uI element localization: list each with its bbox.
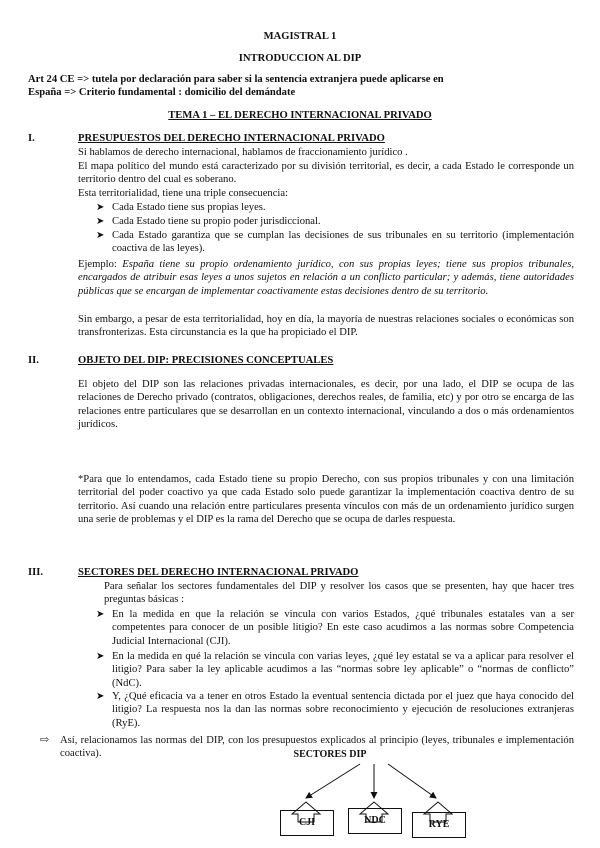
section-3-number: III. <box>28 567 44 578</box>
document-title: MAGISTRAL 1 <box>263 31 337 42</box>
art-line-2: España => Criterio fundamental : domicilio del demándate <box>28 87 296 98</box>
section-2-paragraph-2: *Para que lo entendamos, cada Estado tiene su propio Derecho, con sus propios tribunales y con una limitación territorial del poder coactivo ya que cada Estado solo puede garantizar la implementación coactiva dentro de su territorio. Así cuando una relación entre particulares presenta vínculos con más de un ordenamiento jurídico surgen una serie de problemas y el DIP es la rama del Derecho que se ocupa de darles respuesta. <box>78 474 574 526</box>
list-item: ➤ Cada Estado tiene su propio poder jurisdiccional. <box>96 216 321 227</box>
section-2-number: II. <box>28 355 39 366</box>
diagram-title: SECTORES DIP <box>293 749 367 760</box>
arrow-bullet-icon: ➤ <box>96 691 105 702</box>
section-1-paragraph-1: Si hablamos de derecho internacional, hablamos de fraccionamiento jurídico . <box>78 147 408 158</box>
hollow-arrow-icon: ⇨ <box>40 734 50 746</box>
section-1-paragraph-3: Esta territorialidad, tiene una triple consecuencia: <box>78 188 289 199</box>
list-item: ➤ En la medida en que la relación se vincula con varios Estados, ¿qué tribunales estatales van a ser competentes para conocer de un posible litigio? En este caso acudimos a las normas sobre Competencia Judicial Internacional (CJI). <box>96 609 574 647</box>
document-subtitle: INTRODUCCION AL DIP <box>238 53 362 64</box>
section-1-example <box>78 258 574 298</box>
arrow-to-rye <box>388 764 436 798</box>
section-3-paragraph-1: Para señalar los sectores fundamentales del DIP y resolver los casos que se presenten, hay que hacer tres preguntas básicas : <box>104 581 574 606</box>
section-2-paragraph-1: El objeto del DIP son las relaciones privadas internacionales, es decir, por una lado, el DIP se ocupa de las relaciones de Derecho privado (contratos, obligaciones, derechos reales, de familia, etc) y por otro se encarga de las relaciones entre particulares que se desarrollan en un contexto internacional, vinculando a dos o más ordenamientos jurídicos. <box>78 379 574 431</box>
section-1-title: PRESUPUESTOS DEL DERECHO INTERNACIONAL PRIVADO <box>78 133 385 144</box>
arrow-bullet-icon: ➤ <box>96 202 105 213</box>
list-item: ➤ Y, ¿Qué eficacia va a tener en otros Estado la eventual sentencia dictada por el juez que haya conocido del litigio? La respuesta nos la dan las normas sobre reconocimiento y ejecución de resoluciones extranjeras (RyE). <box>96 691 574 729</box>
arrow-bullet-icon: ➤ <box>96 230 105 241</box>
diagram-box-ndc: NDC <box>348 808 402 834</box>
list-item: ➤ En la medida en qué la relación se vincula con varias leyes, ¿qué ley estatal se va a aplicar para resolver el litigio? Para saber la ley aplicable acudimos a las “normas sobre ley aplicable” o “normas de conflicto” (NdC). <box>96 651 574 689</box>
section-1-paragraph-4: Sin embargo, a pesar de esta territorialidad, hoy en día, la mayoría de nuestras relaciones sociales o económicas son transfronterizas. Esta circunstancia es la que ha propiciado el DIP. <box>78 314 574 339</box>
section-1-paragraph-2: El mapa político del mundo está caracterizado por su división territorial, es decir, a cada Estado le corresponde un territorio dentro del cual es soberano. <box>78 161 574 186</box>
diagram-box-rye: RYE <box>412 812 466 838</box>
list-item: ➤ Cada Estado tiene sus propias leyes. <box>96 202 266 213</box>
arrow-bullet-icon: ➤ <box>96 216 105 227</box>
example-label: Ejemplo: <box>78 259 123 270</box>
arrow-bullet-icon: ➤ <box>96 609 105 620</box>
tema-heading: TEMA 1 – EL DERECHO INTERNACIONAL PRIVADO <box>168 110 432 121</box>
list-item: ⇨ Así, relacionamos las normas del DIP, con los presupuestos explicados al principio (leyes, tribunales e implementación coactiva). <box>40 734 574 760</box>
section-3-title: SECTORES DEL DERECHO INTERNACIONAL PRIVADO <box>78 567 359 578</box>
diagram-box-cji: CJI <box>280 810 334 836</box>
arrow-bullet-icon: ➤ <box>96 651 105 662</box>
section-1-number: I. <box>28 133 35 144</box>
arrow-to-cji <box>306 764 360 798</box>
example-text: España tiene su propio ordenamiento jurídico, con sus propias leyes; tiene sus propios tribunales, encargados de atribuir esas leyes a unos sujetos en relación a un conflicto particular; y además, tiene autoridades públicas que se encargan de implementar coactivamente estas decisiones dentro de su territorio. <box>78 259 574 297</box>
list-item: ➤ Cada Estado garantiza que se cumplan las decisiones de sus tribunales en su territorio (implementación coactiva de las leyes). <box>96 230 574 255</box>
section-2-title: OBJETO DEL DIP: PRECISIONES CONCEPTUALES <box>78 355 334 366</box>
art-line-1: Art 24 CE => tutela por declaración para saber si la sentencia extranjera puede aplicarse en <box>28 74 444 85</box>
